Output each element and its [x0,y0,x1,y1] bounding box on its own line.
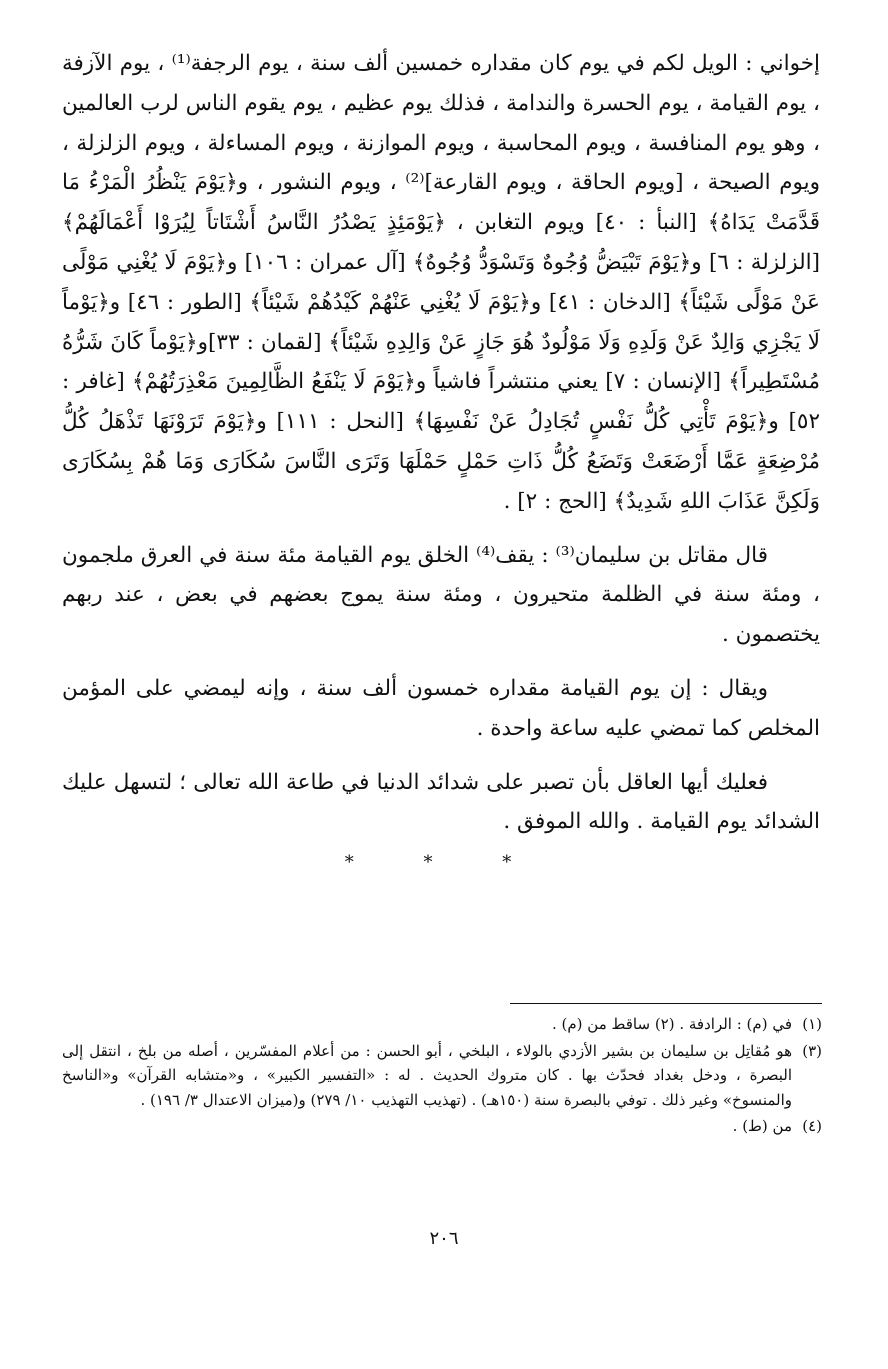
footnote [62,1114,822,1139]
footnote-number: (٤) [802,1117,822,1135]
footnotes [62,1012,822,1141]
paragraph-3: ويقال : إن يوم القيامة مقداره خمسون ألف سنة ، وإنه ليمضي على المؤمن المخلص كما تمضي عليه ساعة واحدة . [62,675,820,741]
footnote-number: (٣) [802,1041,822,1060]
main-text [62,44,820,856]
page-number: ٢٠٦ [429,1228,459,1249]
footnote-text: في (م) : الرادفة . (٢) ساقط من (م) . [551,1015,792,1033]
paragraph-4: فعليك أيها العاقل بأن تصبر على شدائد الدنيا في طاعة الله تعالى ؛ لتسهل عليك الشدائد يوم القيامة . والله الموفق . [62,769,820,835]
footnote-text: هو مُقاتِل بن سليمان بن بشير الأزدي بالولاء ، البلخي ، أبو الحسن : من أعلام المفسّرين ، أصله من بلخ ، انتقل إلى البصرة ، ودخل بغداد فحدّث بها . كان متروك الحديث . له : «التفسير الكبير» ، و«متشابه القرآن» و«الناسخ والمنسوخ» وغير ذلك . توفي بالبصرة سنة (١٥٠هـ) . (تهذيب التهذيب ١٠/ ٢٧٩) و(ميزان الاعتدال ٣/ ١٩٦) . [62,1041,792,1109]
paragraph-2: قال مقاتل بن سليمان⁽³⁾ : يقف⁽⁴⁾ الخلق يوم القيامة مئة سنة في العرق ملجمون ، ومئة سنة في الظلمة متحيرون ، ومئة سنة يموج بعضهم في بعض ، عند ربهم يختصمون . [62,542,820,648]
section-separator: * * * [344,852,544,873]
footnote-text: من (ط) . [732,1117,792,1135]
footnote-divider [510,1003,822,1004]
footnote-number: (١) [802,1015,822,1033]
paragraph-1: إخواني : الويل لكم في يوم كان مقداره خمسين ألف سنة ، يوم الرجفة⁽¹⁾ ، يوم الآزفة ، يوم القيامة ، يوم الحسرة والندامة ، فذلك يوم عظيم ، يوم يقوم الناس لرب العالمين ، وهو يوم المنافسة ، ويوم المحاسبة ، ويوم الموازنة ، ويوم المساءلة ، ويوم الزلزلة ، ويوم الصيحة ، [ويوم الحاقة ، ويوم القارعة]⁽²⁾ ، ويوم النشور ، و﴿يَوْمَ يَنْظُرُ الْمَرْءُ مَا قَدَّمَتْ يَدَاهُ﴾ [النبأ : ٤٠] ويوم التغابن ، ﴿يَوْمَئِذٍ يَصْدُرُ النَّاسُ أَشْتَاتاً لِيُرَوْا أَعْمَالَهُمْ﴾ [الزلزلة : ٦] و﴿يَوْمَ تَبْيَضُّ وُجُوهٌ وَتَسْوَدُّ وُجُوهٌ﴾ [آل عمران : ١٠٦] و﴿يَوْمَ لَا يُغْنِي مَوْلًى عَنْ مَوْلًى شَيْئاً﴾ [الدخان : ٤١] و﴿يَوْمَ لَا يُغْنِي عَنْهُمْ كَيْدُهُمْ شَيْئاً﴾ [الطور : ٤٦] و﴿يَوْماً لَا يَجْزِي وَالِدٌ عَنْ وَلَدِهِ وَلَا مَوْلُودٌ هُوَ جَازٍ عَنْ وَالِدِهِ شَيْئاً﴾ [لقمان : ٣٣]و﴿يَوْماً كَانَ شَرُّهُ مُسْتَطِيراً﴾ [الإنسان : ٧] يعني منتشراً فاشياً و﴿يَوْمَ لَا يَنْفَعُ الظَّالِمِينَ مَعْذِرَتُهُمْ﴾ [غافر : ٥٢] و﴿يَوْمَ تَأْتِي كُلُّ نَفْسٍ تُجَادِلُ عَنْ نَفْسِهَا﴾ [النحل : ١١١] و﴿يَوْمَ تَرَوْنَهَا تَذْهَلُ كُلُّ مُرْضِعَةٍ عَمَّا أَرْضَعَتْ وَتَضَعُ كُلُّ ذَاتِ حَمْلٍ حَمْلَهَا وَتَرَى النَّاسَ سُكَارَى وَمَا هُمْ بِسُكَارَى وَلَكِنَّ عَذَابَ اللهِ شَدِيدٌ﴾ [الحج : ٢] . [62,51,820,514]
footnote [62,1039,822,1113]
footnote [62,1012,822,1037]
